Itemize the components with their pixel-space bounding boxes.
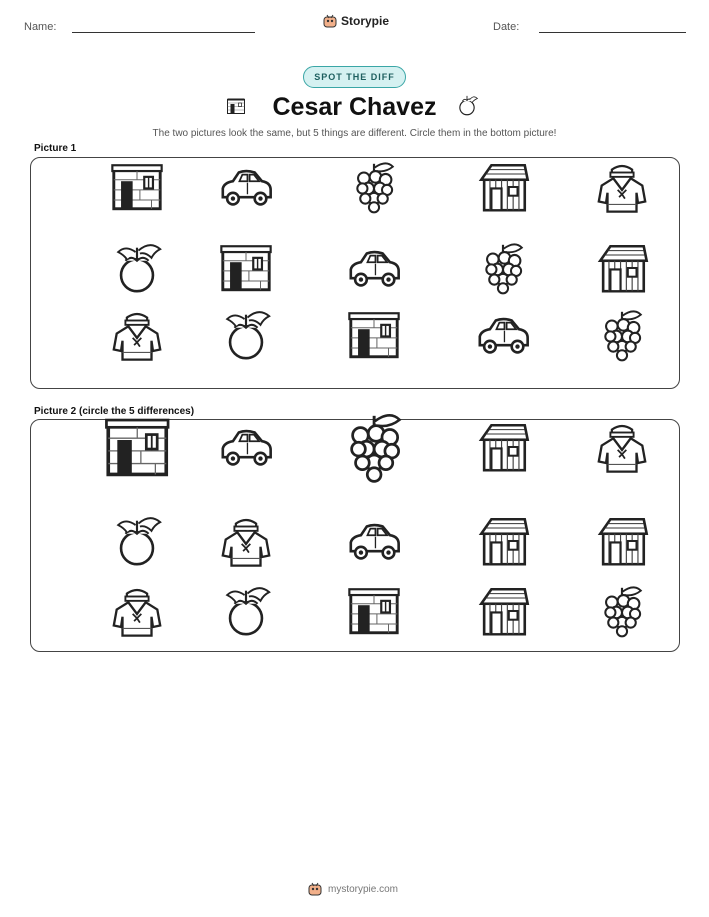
wooden-shed-icon (593, 239, 651, 297)
grapes-icon (345, 158, 403, 216)
spot-the-diff-badge: SPOT THE DIFF (303, 66, 406, 88)
picture-2-panel[interactable] (30, 419, 680, 652)
wooden-shed-icon[interactable] (474, 418, 532, 476)
brick-house-icon (108, 158, 166, 216)
brick-house-icon (345, 306, 403, 364)
sailor-shirt-icon[interactable] (108, 582, 166, 640)
tomato-icon[interactable] (108, 512, 166, 570)
storypie-logo (323, 14, 389, 28)
instructions-text: The two pictures look the same, but 5 things are different. Circle them in the bottom picture! (152, 128, 557, 139)
wooden-shed-icon[interactable] (474, 512, 532, 570)
sailor-shirt-icon (593, 158, 651, 216)
footer (308, 882, 398, 896)
wooden-shed-icon[interactable] (474, 582, 532, 640)
picture-1-label: Picture 1 (34, 143, 77, 154)
car-icon (474, 306, 532, 364)
grapes-icon (593, 306, 651, 364)
storypie-mascot-icon (308, 882, 322, 896)
sailor-shirt-icon[interactable] (593, 418, 651, 476)
grapes-icon[interactable] (593, 582, 651, 640)
date-label: Date: (493, 21, 520, 33)
picture-2-label: Picture 2 (circle the 5 differences) (34, 406, 195, 417)
name-label: Name: (24, 21, 57, 33)
car-icon[interactable] (217, 418, 275, 476)
tomato-icon (217, 306, 275, 364)
name-field[interactable] (72, 32, 255, 33)
tomato-icon[interactable] (217, 582, 275, 640)
car-icon (345, 239, 403, 297)
brick-house-icon[interactable] (345, 582, 403, 640)
storypie-mascot-icon (323, 14, 337, 28)
grapes-icon (474, 239, 532, 297)
sailor-shirt-icon (108, 306, 166, 364)
picture-1-panel (30, 157, 680, 389)
wooden-shed-icon[interactable] (593, 512, 651, 570)
brand-name: Storypie (341, 14, 390, 28)
brick-house-icon (226, 95, 246, 117)
brick-house-icon (217, 239, 275, 297)
page-title: Cesar Chavez (272, 93, 437, 121)
date-field[interactable] (539, 32, 686, 33)
tomato-icon (454, 92, 480, 118)
grapes-icon[interactable] (335, 408, 413, 486)
tomato-icon (108, 239, 166, 297)
brick-house-icon[interactable] (101, 411, 174, 484)
footer-site: mystorypie.com (328, 883, 399, 895)
car-icon (217, 158, 275, 216)
wooden-shed-icon (474, 158, 532, 216)
sailor-shirt-icon[interactable] (217, 512, 275, 570)
car-icon[interactable] (345, 512, 403, 570)
